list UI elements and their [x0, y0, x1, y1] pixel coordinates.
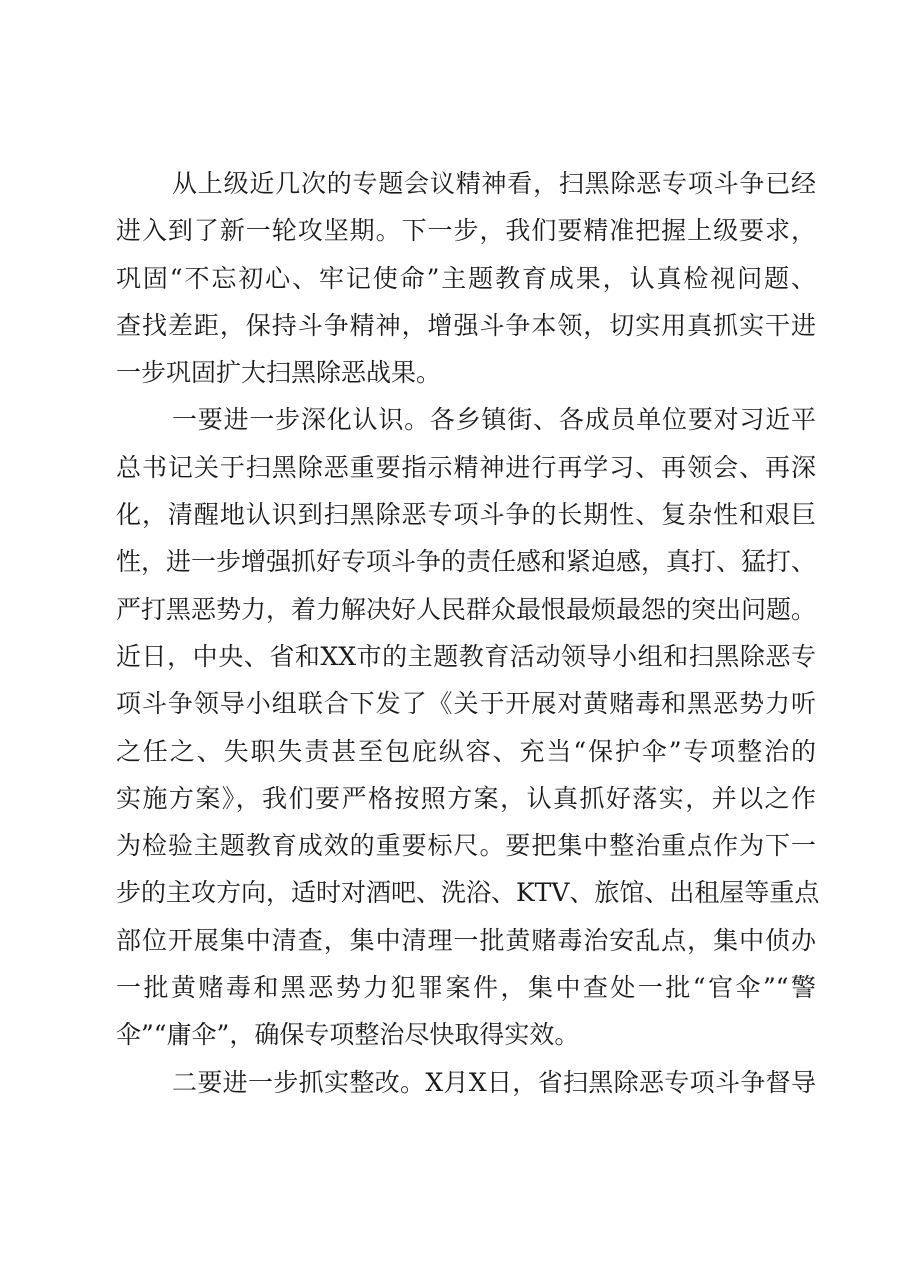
paragraph-1-line-3: 巩固“不忘初心、牢记使命”主题教育成果，认真检视问题、: [116, 263, 816, 293]
paragraph-2-line-8: 之任之、失职失责甚至包庇纵容、充当“保护伞”专项整治的: [116, 736, 816, 766]
paragraph-2-line-4: 性，进一步增强抓好专项斗争的责任感和紧迫感，真打、猛打、: [116, 547, 817, 577]
paragraph-1-line-2: 进入到了新一轮攻坚期。下一步，我们要精准把握上级要求，: [116, 216, 816, 246]
paragraph-2-line-10: 为检验主题教育成效的重要标尺。要把集中整治重点作为下一: [116, 831, 816, 861]
paragraph-2-line-14: 伞”“庸伞”，确保专项整治尽快取得实效。: [116, 1020, 580, 1050]
paragraph-2-line-2: 总书记关于扫黑除恶重要指示精神进行再学习、再领会、再深: [116, 452, 816, 482]
paragraph-1-line-1: 从上级近几次的专题会议精神看，扫黑除恶专项斗争已经: [172, 169, 816, 198]
paragraph-3-line-1: 二要进一步抓实整改。X月X日，省扫黑除恶专项斗争督导: [172, 1067, 816, 1097]
paragraph-1-line-4: 查找差距，保持斗争精神，增强斗争本领，切实用真抓实干进: [116, 310, 816, 340]
paragraph-2-line-9: 实施方案》，我们要严格按照方案，认真抓好落实，并以之作: [116, 783, 816, 813]
paragraph-2-line-5: 严打黑恶势力，着力解决好人民群众最恨最烦最怨的突出问题。: [116, 594, 817, 624]
paragraph-2-line-1: 一要进一步深化认识。各乡镇街、各成员单位要对习近平: [172, 405, 816, 435]
paragraph-2-line-7: 项斗争领导小组联合下发了《关于开展对黄赌毒和黑恶势力听: [116, 689, 816, 719]
paragraph-2-line-11: 步的主攻方向，适时对酒吧、洗浴、KTV、旅馆、出租屋等重点: [116, 878, 820, 908]
paragraph-2-line-6: 近日，中央、省和XX市的主题教育活动领导小组和扫黑除恶专: [116, 641, 816, 671]
paragraph-2-line-12: 部位开展集中清查，集中清理一批黄赌毒治安乱点，集中侦办: [116, 925, 816, 955]
paragraph-2-line-3: 化，清醒地认识到扫黑除恶专项斗争的长期性、复杂性和艰巨: [116, 500, 816, 530]
paragraph-2-line-13: 一批黄赌毒和黑恶势力犯罪案件，集中查处一批“官伞”“警: [116, 973, 816, 1003]
paragraph-1-line-5: 一步巩固扩大扫黑除恶战果。: [116, 358, 442, 388]
document-body: [116, 160, 820, 1106]
